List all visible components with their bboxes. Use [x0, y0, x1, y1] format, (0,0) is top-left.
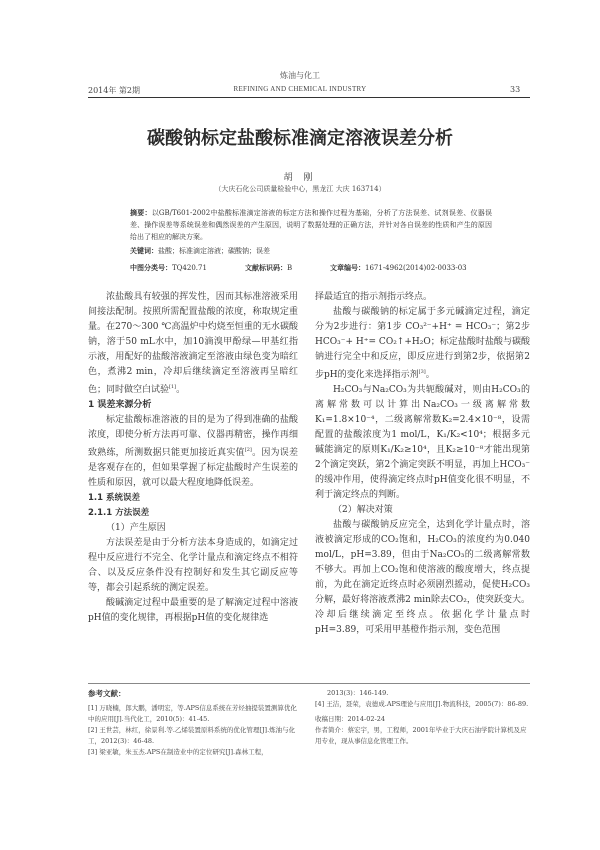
- journal-name-cn: 炼油与化工: [280, 71, 320, 80]
- keywords-label: 关键词：: [130, 247, 158, 255]
- references-right: [315, 688, 530, 747]
- reference-item: [4] 王洁，聂荣，袁德成.APS理论与应用[J].物流科技，2005(7)：86-89.: [315, 700, 529, 708]
- references-left: [88, 703, 298, 758]
- keywords: [130, 246, 270, 256]
- reference-item-continued: 2013(3)：146-149.: [327, 689, 389, 697]
- reference-item: [2] 王世芸，林红，徐景利.等.乙烯装置原料系统的优化管理[J].炼油与化工，2012(3)：46-48.: [88, 726, 296, 745]
- references-divider: [88, 683, 530, 684]
- keywords-text: 盐酸；标准滴定溶液；碳酸钠；误差: [158, 247, 270, 255]
- article-no-label: 文章编号：: [330, 264, 365, 272]
- article-title: 碳酸钠标定盐酸标准滴定溶液误差分析: [147, 128, 453, 149]
- journal-name-en: REFINING AND CHEMICAL INDUSTRY: [233, 85, 367, 93]
- author-affiliation: （大庆石化公司质量检验中心，黑龙江 大庆 163714）: [214, 185, 386, 193]
- abstract: [130, 207, 492, 243]
- article-number: [330, 263, 467, 273]
- page-number: 33: [510, 85, 521, 94]
- reference-item: [3] 梁亚敏，朱玉杰.APS在制造业中的定位研究[J].森林工程，: [88, 748, 268, 756]
- subsection-heading: 1.1 系统误差: [88, 493, 141, 503]
- clc-value: TQ420.71: [172, 264, 207, 272]
- paragraph: 浓盐酸具有较强的挥发性，因而其标准溶液采用间接法配制。按照所需配置盐酸的浓度，称取规定重量。在270～300 ℃高温炉中灼烧至恒重的无水碳酸钠，溶于50 mL水中，加10滴溴甲酚绿—甲基红指示液，用配好的盐酸溶液滴定至溶液由绿色变为暗红色，煮沸2 min，冷却后继续滴定至溶液再呈暗红色；同时做空白试验[1]。: [88, 292, 298, 395]
- abstract-text: 以GB/T601-2002中盐酸标准滴定溶液的标定方法和操作过程为基础，分析了方法误差、试剂误差、仪器误差、操作误差等系统误差和偶然误差的产生原因，说明了数据处理的正确方法，并针对各自误差的性质和产生的原因给出了相应的解决方案。: [130, 209, 493, 241]
- subsubsection-heading: 2.1.1 方法误差: [88, 508, 150, 518]
- paragraph: 盐酸与碳酸钠的标定属于多元碱滴定过程，滴定分为2步进行：第1步 CO₃²⁻+H⁺ = HCO₃⁻；第2步 HCO₃⁻+ H⁺= CO₂↑+H₂O；标定盐酸时盐酸与碳酸钠进行完全中和反应，即反应进行到第2步，依据第2步pH的变化来选择指示剂[3]。: [315, 307, 530, 380]
- author-introduction: 作者简介：蔡宏宇，男，工程师，2001年毕业于大庆石油学院计算机及应用专业，现从事信息化管理工作。: [315, 726, 527, 745]
- document-code: [245, 263, 292, 273]
- citation: [3]: [418, 369, 426, 375]
- clc-number: [130, 263, 207, 273]
- paragraph: H₂CO₃与Na₂CO₃为共轭酸碱对，则由H₂CO₃的离解常数可以计算出Na₂CO₃一级离解常数K₁=1.8×10⁻⁴，二级离解常数K₂=2.4×10⁻⁸，设需配置的盐酸浓度为1 mol/L，K₁/K₂<10⁴；根据多元碱能滴定的原则K₁/K₂≥10⁴，且K₂≥10⁻⁸才能出现第2个滴定突跃，第2个滴定突跃不明显，再加上HCO₃⁻的缓冲作用，使得滴定终点时pH值变化很不明显，不利于滴定终点的判断。: [315, 385, 530, 500]
- sub-heading: （2）解决对策: [333, 505, 393, 515]
- citation: [2]: [244, 447, 252, 453]
- section-heading: 1 误差来源分析: [88, 400, 152, 410]
- author-name: 胡 刚: [283, 173, 317, 183]
- paragraph: 择最适宜的指示剂指示终点。: [315, 292, 433, 302]
- issue-number: 2014年 第2期: [88, 86, 140, 95]
- paragraph: 标定盐酸标准溶液的目的是为了得到准确的盐酸浓度，即使分析方法再可靠、仪器再精密，操作再细致熟练，所测数据只能更加接近真实值[2]。因为误差是客观存在的，但如果掌握了标定盐酸时产生误差的性质和原因，就可以最大程度地降低误差。: [88, 415, 298, 488]
- citation: [1]: [169, 384, 177, 390]
- received-date: 收稿日期：2014-02-24: [315, 715, 385, 723]
- sub-heading: （1）产生原因: [106, 523, 166, 533]
- paragraph: 酸碱滴定过程中最重要的是了解滴定过程中溶液pH值的变化规律，再根据pH值的变化规律选: [88, 598, 298, 623]
- header-divider: [88, 97, 530, 98]
- reference-item: [1] 万晓楠，郎大鹏，潘明宏，等.APS信息系统在芳烃抽提装置测算优化中的应用[J].当代化工，2010(5)：41-45.: [88, 704, 297, 723]
- abstract-label: 摘要：: [130, 209, 152, 217]
- paragraph: 方法误差是由于分析方法本身造成的，如滴定过程中反应进行不完全、化学计量点和滴定终点不相符合、以及反应条件没有控制好和发生其它副反应等等，都会引起系统的测定误差。: [88, 538, 298, 593]
- article-no-value: 1671-4962(2014)02-0033-03: [365, 264, 467, 272]
- clc-label: 中图分类号：: [130, 264, 172, 272]
- doc-code-label: 文献标识码：: [245, 264, 287, 272]
- references-title: 参考文献：: [88, 689, 126, 698]
- left-column: [88, 290, 298, 626]
- paragraph: 盐酸与碳酸钠反应完全，达到化学计量点时，溶液被滴定形成的CO₂饱和，H₂CO₃的浓度约为0.040 mol/L，pH=3.89，但由于Na₂CO₃的二级离解常数不够大。再加上CO₂饱和使溶液的酸度增大，终点提前，为此在滴定近终点时必须剧烈摇动，促使H₂CO₃分解，最好将溶液煮沸2 min除去CO₂，使突跃变大。冷却后继续滴定至终点。依据化学计量点时pH=3.89，可采用甲基橙作指示剂，变色范围: [315, 520, 530, 635]
- doc-code-value: B: [287, 264, 293, 272]
- right-column: [315, 290, 530, 638]
